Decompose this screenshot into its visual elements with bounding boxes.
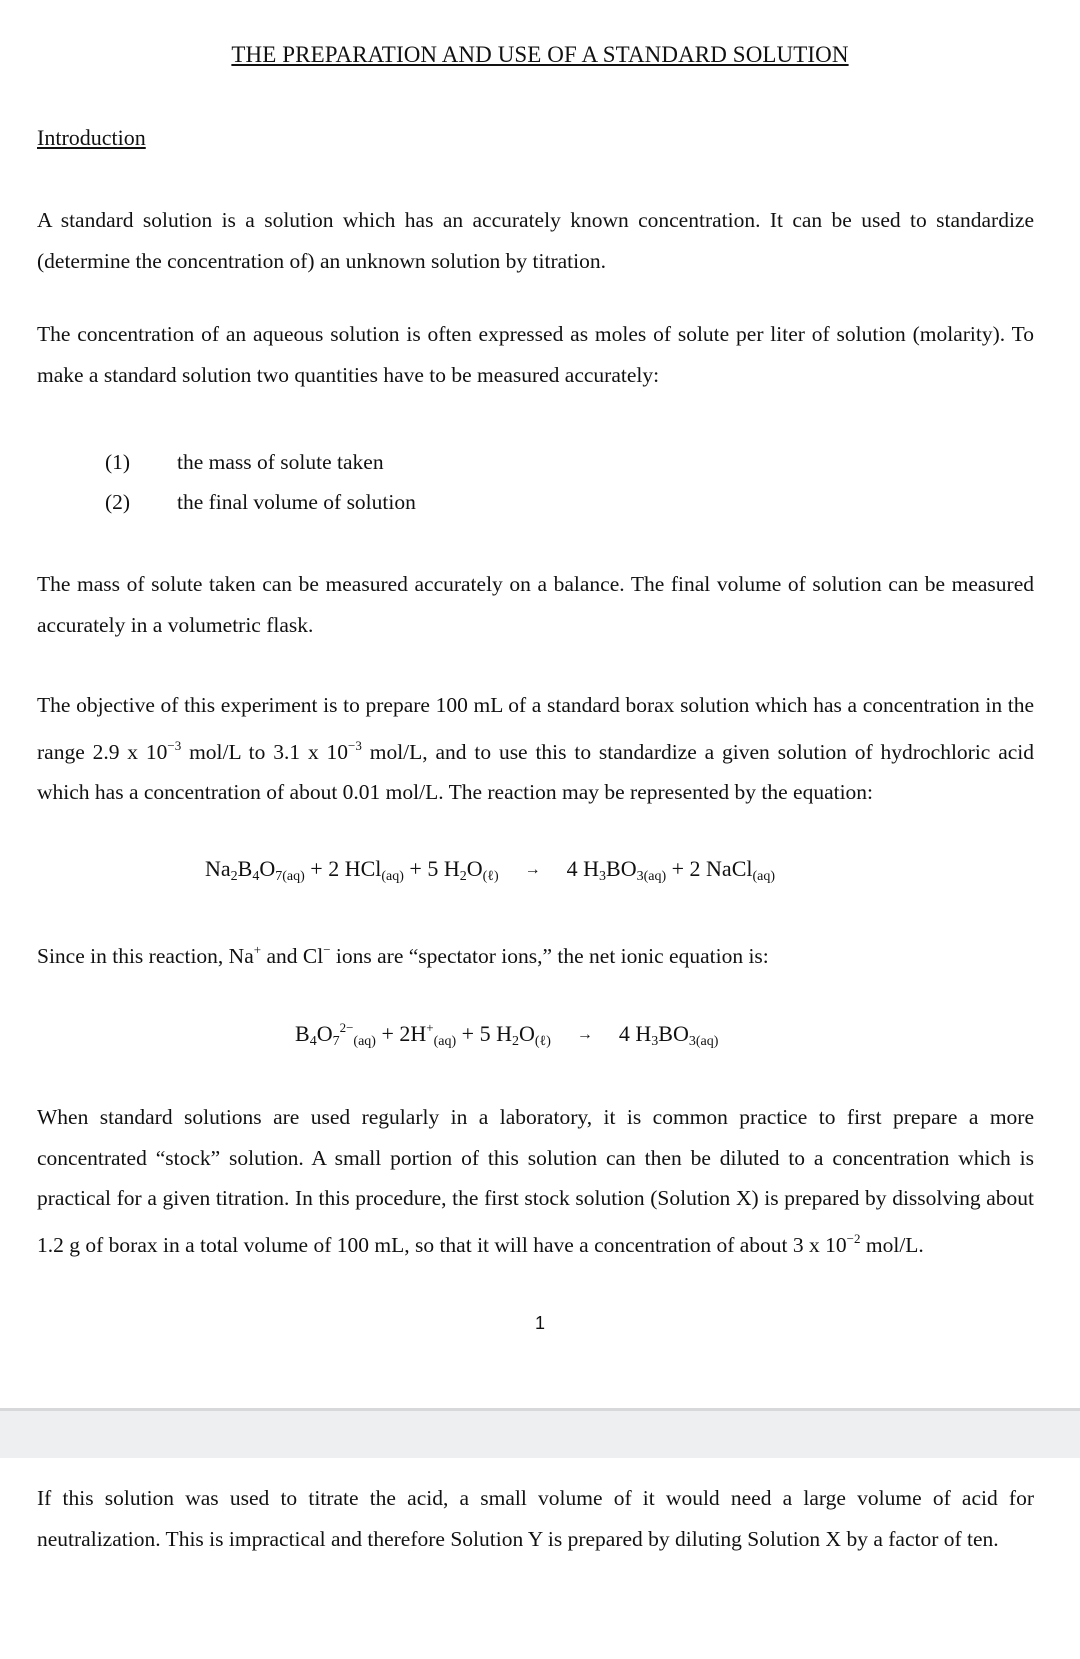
list-item-text: the final volume of solution [177, 490, 416, 514]
exponent: −3 [348, 737, 362, 753]
paragraph-dilution: If this solution was used to titrate the acid, a small volume of it would need a large volume of acid for neutralization. This is impractical and therefore Solution Y is prepared by diluting Solution X by a factor of ten. [37, 1486, 1034, 1551]
reaction-arrow-icon: → [576, 1026, 593, 1043]
paragraph-definition: A standard solution is a solution which has an accurately known concentration. It can be used to standardize (determine the concentration of) an unknown solution by titration. [37, 208, 1034, 273]
list-item [105, 490, 416, 515]
list-item-text: the mass of solute taken [177, 450, 384, 474]
paragraph-concentration: The concentration of an aqueous solution is often expressed as moles of solute per liter of solution (molarity). To make a standard solution two quantities have to be measured accurately: [37, 322, 1034, 387]
list-item-number: (2) [105, 490, 131, 514]
page-separator [0, 1408, 1080, 1458]
list-item [105, 450, 384, 475]
section-heading: Introduction [37, 125, 146, 150]
exponent: −2 [846, 1230, 861, 1246]
paragraph-stock-solution: When standard solutions are used regularly in a laboratory, it is common practice to first prepare a more concentrated “stock” solution. A small portion of this solution can then be diluted to a concentration which is practical for a given titration. In this procedure, the first stock solution (Solution X) is prepared by dissolving about 1.2 g of borax in a total volume of 100 mL, so that it will have a concentration of about 3 x $10^{-2}$ mol/L. [37, 1105, 1034, 1257]
document-page-2 [0, 1458, 1080, 1659]
exponent: −3 [167, 737, 182, 753]
paragraph-measurement: The mass of solute taken can be measured accurately on a balance. The final volume of solution can be measured accurately in a volumetric flask. [37, 572, 1034, 637]
list-item-number: (1) [105, 450, 131, 474]
paragraph-objective: The objective of this experiment is to prepare 100 mL of a standard borax solution which has a concentration in the range 2.9 x $10^{-3}$ mol/L to 3.1 x $10^{-3}$ mol/L, and to use this to standardize a given solution of hydrochloric acid which has a concentration of about 0.01 mol/L. The reaction may be represented by the equation: [37, 693, 1035, 804]
molecular-equation: $Na2B4O_{7(aq)} + 2$ HCl$_{(aq)}$ + 5 $H2O_{(\ell)} \to 4$ $H3BO_{3(aq)} + 2$ NaCl$_{(aq)}$ [205, 856, 776, 884]
reaction-arrow-icon: → [524, 861, 541, 878]
page-title: THE PREPARATION AND USE OF A STANDARD SOLUTION [231, 42, 849, 67]
page-number: 1 [534, 1313, 545, 1333]
net-ionic-equation: $B4O7^{2-}_{(aq)} + 2H^+_{(aq)} + 5$ $H2O_{(\ell)} \to 4$ $H3BO_{3(aq)}$ [295, 1020, 719, 1049]
paragraph-spectator-ions: Since in this reaction, Na+ and Cl− ions are “spectator ions,” the net ionic equation is: [37, 942, 769, 968]
